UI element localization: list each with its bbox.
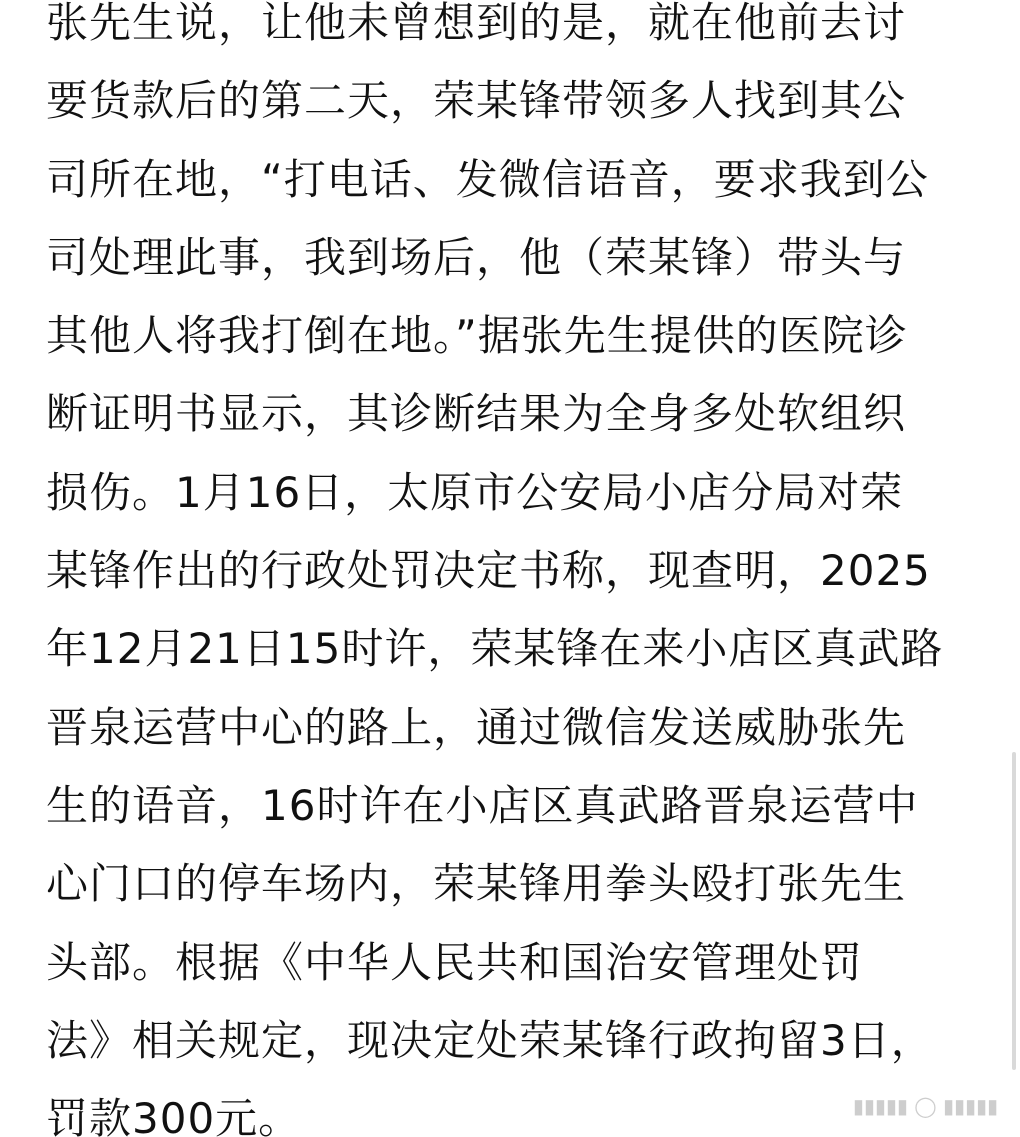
article-line-15: 罚款300元。 <box>46 1094 302 1137</box>
article-line-9: 年12月21日15时许，荣某锋在来小店区真武路 <box>46 624 944 674</box>
article-line-3: 司所在地，“打电话、发微信语音，要求我到公 <box>46 154 929 204</box>
article-line-6: 断证明书显示，其诊断结果为全身多处软组织 <box>46 389 907 439</box>
article-line-12: 心门口的停车场内，荣某锋用拳头殴打张先生 <box>46 859 907 909</box>
article-line-10: 晋泉运营中心的路上，通过微信发送威胁张先 <box>46 702 907 752</box>
article-line-5: 其他人将我打倒在地。”据张先生提供的医院诊 <box>46 311 908 361</box>
article-line-1: 张先生说，让他未曾想到的是，就在他前去讨 <box>46 0 907 47</box>
article-line-8: 某锋作出的行政处罚决定书称，现查明，2025 <box>46 546 931 596</box>
watermark-logo: ▮▮▮▮▮ ◯ ▮▮▮▮▮ <box>852 1094 998 1118</box>
article-line-13: 头部。根据《中华人民共和国治安管理处罚 <box>46 937 864 987</box>
article-line-2: 要货款后的第二天，荣某锋带领多人找到其公 <box>46 76 907 126</box>
scrollbar[interactable] <box>1012 752 1016 1070</box>
article-line-11: 生的语音，16时许在小店区真武路晋泉运营中 <box>46 780 919 830</box>
article-line-4: 司处理此事，我到场后，他（荣某锋）带头与 <box>46 232 907 282</box>
article-line-14: 法》相关规定，现决定处荣某锋行政拘留3日， <box>46 1015 934 1065</box>
article-line-7: 损伤。1月16日，太原市公安局小店分局对荣 <box>46 467 904 517</box>
article-body <box>46 0 986 1137</box>
